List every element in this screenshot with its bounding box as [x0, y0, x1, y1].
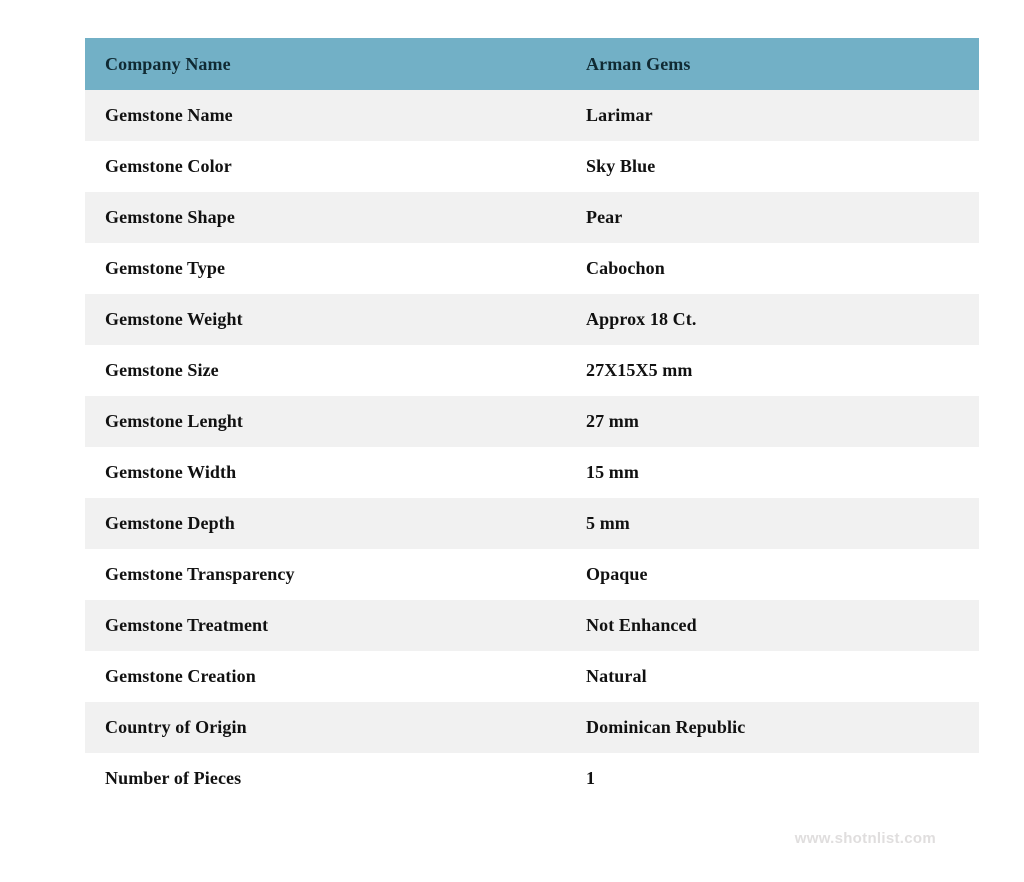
row-value: 15 mm — [566, 447, 979, 498]
row-value: 1 — [566, 753, 979, 804]
row-label: Gemstone Type — [85, 243, 566, 294]
row-label: Gemstone Creation — [85, 651, 566, 702]
table-body — [85, 38, 979, 804]
gemstone-spec-table — [85, 38, 979, 804]
row-value: Larimar — [566, 90, 979, 141]
table-row — [85, 243, 979, 294]
table-row — [85, 192, 979, 243]
row-label: Gemstone Lenght — [85, 396, 566, 447]
row-value: Not Enhanced — [566, 600, 979, 651]
table-row — [85, 396, 979, 447]
row-value: Opaque — [566, 549, 979, 600]
row-value: Dominican Republic — [566, 702, 979, 753]
spec-sheet — [85, 38, 939, 804]
row-label: Gemstone Size — [85, 345, 566, 396]
table-row — [85, 447, 979, 498]
table-row — [85, 345, 979, 396]
table-row — [85, 294, 979, 345]
table-row — [85, 753, 979, 804]
row-label: Gemstone Name — [85, 90, 566, 141]
row-label: Gemstone Depth — [85, 498, 566, 549]
table-row — [85, 90, 979, 141]
table-row — [85, 498, 979, 549]
row-value: Approx 18 Ct. — [566, 294, 979, 345]
watermark: www.shotnlist.com — [794, 830, 936, 847]
row-label: Number of Pieces — [85, 753, 566, 804]
row-label: Gemstone Shape — [85, 192, 566, 243]
row-value: Sky Blue — [566, 141, 979, 192]
table-row — [85, 600, 979, 651]
table-row — [85, 702, 979, 753]
table-row — [85, 651, 979, 702]
row-value: 5 mm — [566, 498, 979, 549]
header-label-cell: Company Name — [85, 38, 566, 90]
row-value: 27 mm — [566, 396, 979, 447]
row-value: Natural — [566, 651, 979, 702]
row-value: Cabochon — [566, 243, 979, 294]
table-row — [85, 141, 979, 192]
row-label: Gemstone Weight — [85, 294, 566, 345]
row-value: 27X15X5 mm — [566, 345, 979, 396]
row-label: Gemstone Width — [85, 447, 566, 498]
row-label: Gemstone Transparency — [85, 549, 566, 600]
row-label: Gemstone Treatment — [85, 600, 566, 651]
row-label: Country of Origin — [85, 702, 566, 753]
row-label: Gemstone Color — [85, 141, 566, 192]
table-header-row — [85, 38, 979, 90]
header-value-cell: Arman Gems — [566, 38, 979, 90]
table-row — [85, 549, 979, 600]
row-value: Pear — [566, 192, 979, 243]
